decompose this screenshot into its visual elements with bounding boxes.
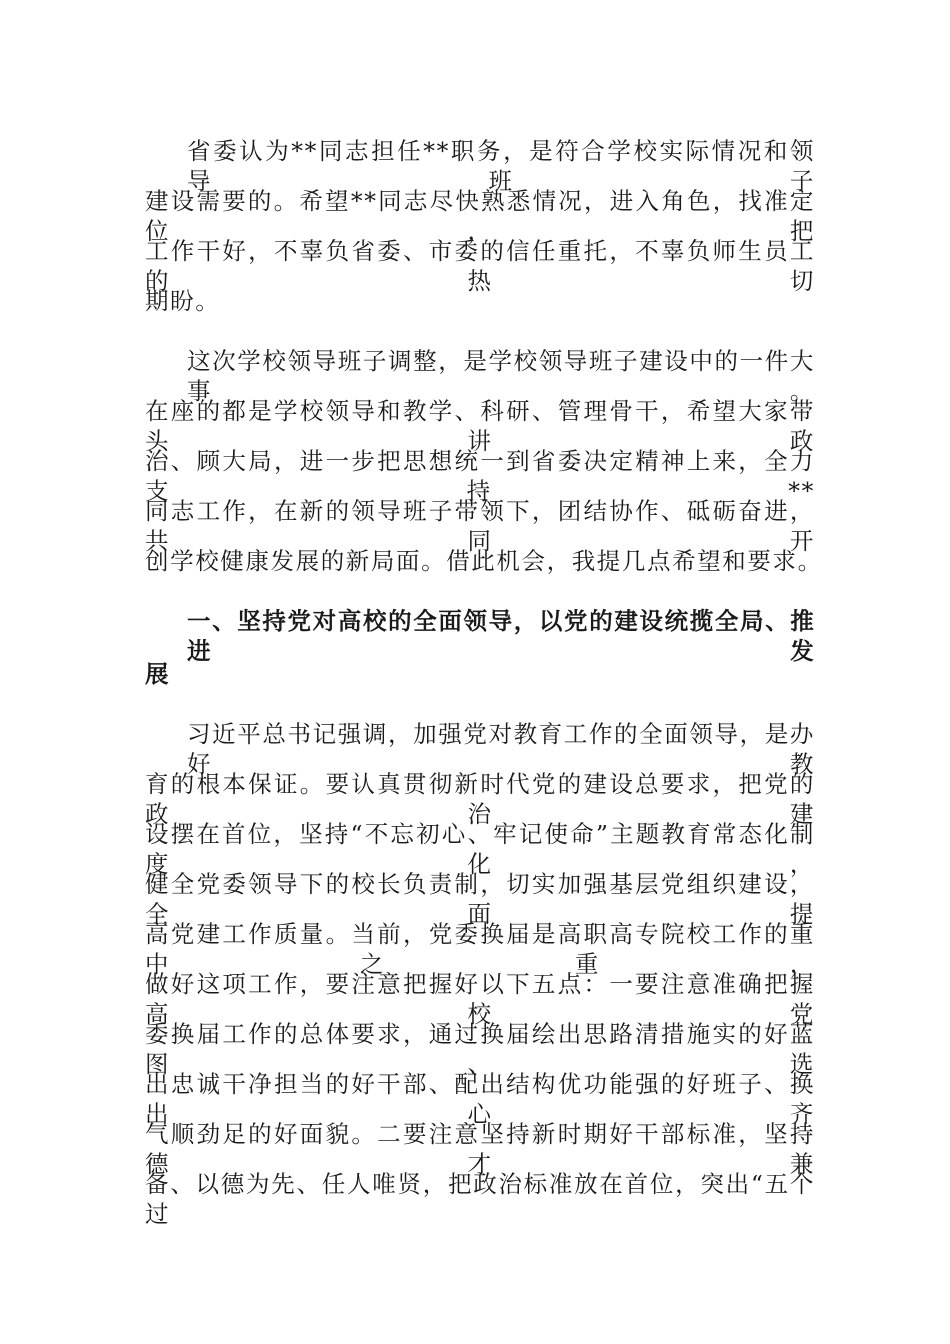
- section-heading-line-1: 一、坚持党对高校的全面领导，以党的建设统揽全局、推进发: [187, 607, 815, 665]
- paragraph-3-line-10: 备、以德为先、任人唯贤，把政治标准放在首位，突出“五个过: [145, 1170, 815, 1228]
- paragraph-3-line-5: 高党建工作质量。当前，党委换届是高职高专院校工作的重中之重，: [145, 920, 815, 978]
- paragraph-3-line-2: 育的根本保证。要认真贯彻新时代党的建设总要求，把党的政治建: [145, 770, 815, 828]
- paragraph-2-line-4: 同志工作，在新的领导班子带领下，团结协作、砥砺奋进，共同开: [145, 497, 815, 555]
- paragraph-3-line-1: 习近平总书记强调，加强党对教育工作的全面领导，是办好教: [187, 720, 815, 778]
- paragraph-1-line-1: 省委认为**同志担任**职务，是符合学校实际情况和领导班子: [187, 137, 815, 195]
- paragraph-3-line-8: 出忠诚干净担当的好干部、配出结构优功能强的好班子、换出心齐: [145, 1070, 815, 1128]
- paragraph-2-line-5: 创学校健康发展的新局面。借此机会，我提几点希望和要求。: [145, 547, 823, 575]
- paragraph-1-line-2: 建设需要的。希望**同志尽快熟悉情况，进入角色，找准定位，把: [145, 187, 815, 245]
- paragraph-1-line-3: 工作干好，不辜负省委、市委的信任重托，不辜负师生员工的热切: [145, 237, 815, 295]
- paragraph-2-line-2: 在座的都是学校领导和教学、科研、管理骨干，希望大家带头讲政: [145, 397, 815, 455]
- paragraph-3-line-3: 设摆在首位，坚持“不忘初心、牢记使命”主题教育常态化制度化，: [145, 820, 815, 878]
- paragraph-3-line-6: 做好这项工作，要注意把握好以下五点：一要注意准确把握高校党: [145, 970, 815, 1028]
- paragraph-3-line-9: 气顺劲足的好面貌。二要注意坚持新时期好干部标准，坚持德才兼: [145, 1120, 815, 1178]
- paragraph-1-line-4: 期盼。: [145, 287, 221, 315]
- paragraph-3-line-7: 委换届工作的总体要求，通过换届绘出思路清措施实的好蓝图、选: [145, 1020, 815, 1078]
- section-heading-line-2: 展: [145, 660, 170, 688]
- paragraph-2-line-3: 治、顾大局，进一步把思想统一到省委决定精神上来，全力支持**: [145, 447, 815, 505]
- paragraph-2-line-1: 这次学校领导班子调整，是学校领导班子建设中的一件大事。: [187, 347, 815, 405]
- paragraph-3-line-4: 健全党委领导下的校长负责制，切实加强基层党组织建设，全面提: [145, 870, 815, 928]
